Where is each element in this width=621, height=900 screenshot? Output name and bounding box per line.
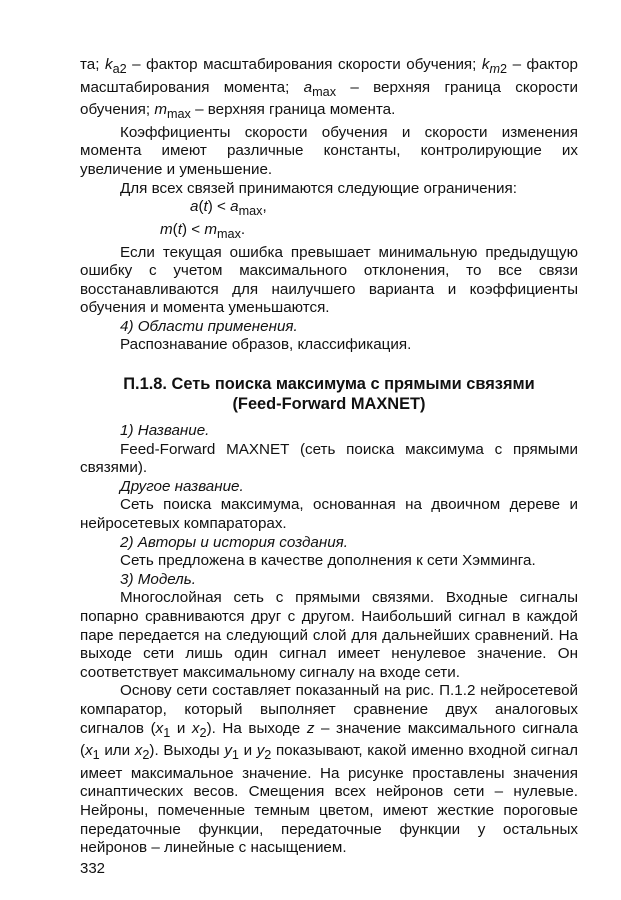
formula-a: $a(t) < a_{max}$, [190, 198, 267, 219]
s1b-text: Сеть поиска максимума, основанная на двоичном дереве и нейросетевых компараторах. [80, 496, 578, 533]
page-number: 332 [80, 860, 106, 877]
section-4-text: Распознавание образов, классификация. [120, 336, 412, 354]
s1-label: 1) Название. [120, 422, 210, 440]
paragraph-continuation: та; $k_{a2}$ – фактор масштабирования скорости обучения; $k_{m2}$ – фактор масштабирования момента; $a_{max}$ – верхняя граница скорости обучения; $m_{max}$ – верхняя граница момента. [80, 56, 579, 122]
heading-line-2: (Feed-Forward MAXNET) [232, 394, 426, 413]
page-body [80, 56, 578, 858]
paragraph-coefficients: Коэффициенты скорости обучения и скорости изменения момента имеют различные константы, контролирующие их увеличение и уменьшение. [80, 123, 578, 179]
heading-line-1: П.1.8. Сеть поиска максимума с прямыми связями [123, 375, 535, 394]
s1-text: Feed-Forward MAXNET (сеть поиска максимума с прямыми связями). [80, 440, 578, 477]
s2-label: 2) Авторы и история создания. [120, 533, 348, 551]
s3-text-comparator: Основу сети составляет показанный на рис. П.1.2 нейросетевой компаратор, который выполняет сравнение двух аналоговых сигналов ($x_1$ и $x_2$). На выходе z – значение максимального сигнала ($x_1$ или $x_2$). Выходы $y_1$ и $y_2$ показывают, какой именно входной сигнал имеет максимальное значение. На рисунке проставлены значения синаптических весов. Смещения всех нейронов сети – нулевые. Нейроны, помеченные темным цветом, имеют жесткие пороговые передаточные функции, передаточные функции у остальных нейронов – линейные с насыщением. [80, 682, 578, 857]
s1b-label: Другое название. [120, 477, 244, 495]
s3-text: Многослойная сеть с прямыми связями. Входные сигналы попарно сравниваются друг с другом. Наибольший сигнал в каждой паре передается на следующий слой для дальнейших сравнений. На выходе сети лишь один сигнал имеет ненулевое значение. Он соответствует максимальному сигналу на входе сети. [80, 589, 578, 681]
paragraph-error-restore: Если текущая ошибка превышает минимальную предыдущую ошибку с учетом максимального отклонения, то все связи восстанавливаются для наилучшего варианта и коэффициенты обучения и момента уменьшаются. [80, 243, 578, 317]
s2-text: Сеть предложена в качестве дополнения к сети Хэмминга. [120, 552, 536, 570]
section-4-label: 4) Области применения. [120, 317, 298, 335]
s3-label: 3) Модель. [120, 570, 196, 588]
paragraph-constraints-intro: Для всех связей принимаются следующие ограничения: [120, 179, 517, 197]
section-heading [80, 375, 578, 414]
formula-m: $m(t) < m_{max}$. [160, 220, 246, 241]
